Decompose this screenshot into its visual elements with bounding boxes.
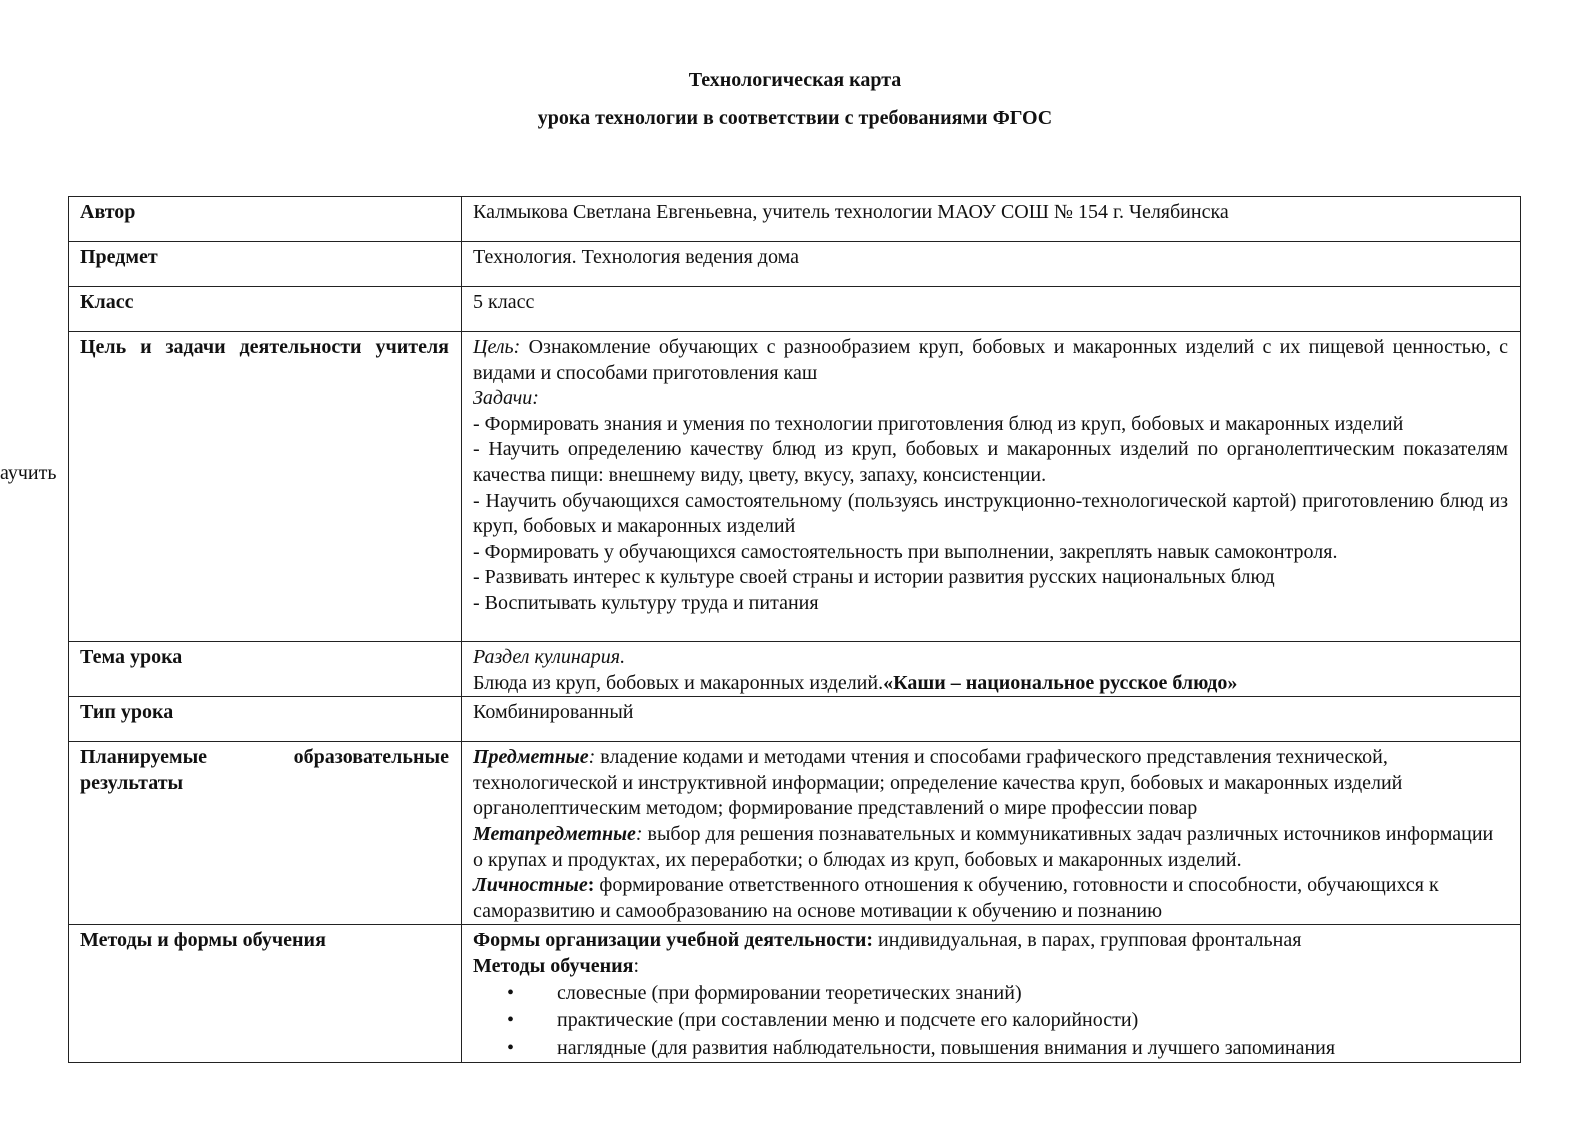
row-label: Класс — [69, 287, 462, 332]
forms-label: Формы организации учебной деятельности: — [473, 929, 874, 952]
row-value: Технология. Технология ведения дома — [462, 242, 1521, 287]
results-meta-label: Метапредметные — [473, 822, 636, 845]
table-row-goals — [69, 332, 1521, 642]
tasks-label: Задачи: — [473, 387, 539, 410]
results-meta: Метапредметные: выбор для решения познавательных и коммуникативных задач различных источников информации о крупах и продуктах, их переработки; о блюдах из круп, бобовых и макаронных изделий. — [473, 822, 1494, 871]
table-row-subject — [69, 242, 1521, 287]
results-personal-label: Личностные — [473, 874, 588, 897]
row-value: 5 класс — [462, 287, 1521, 332]
row-value — [462, 332, 1521, 642]
table-row-type — [69, 697, 1521, 742]
table-row-topic — [69, 642, 1521, 697]
task-item: - Научить обучающихся самостоятельному (пользуясь инструкционно-технологической картой) приготовлению блюд из круп, бобовых и макаронных изделий — [473, 489, 1508, 538]
task-item: - Научить определению качеству блюд из круп, бобовых и макаронных изделий по органолептическим показателям качества пищи: внешнему виду, цвету, вкусу, запаху, консистенции. — [473, 438, 1508, 486]
list-item: • словесные (при формировании теоретических знаний) — [473, 980, 1508, 1008]
task-item: - Развивать интерес к культуре своей страны и истории развития русских национальных блюд — [473, 566, 1275, 589]
row-label: Тема урока — [69, 642, 462, 697]
results-subject: Предметные: владение кодами и методами чтения и способами графического представления технической, технологической и инструктивной информации; определение качества круп, бобовых и макаронных изделий органолептическим методом; формирование представлений о мире профессии повар — [473, 746, 1403, 820]
row-label: Планируемые образовательные результаты — [69, 742, 462, 925]
document-title: Технологическая карта — [688, 69, 902, 91]
lesson-card-table — [68, 196, 1521, 1063]
bullet-icon: • — [507, 1009, 515, 1032]
table-row-results — [69, 742, 1521, 925]
row-label: Цель и задачи деятельности учителя — [69, 332, 462, 642]
topic-bold-title: «Каши – национальное русское блюдо» — [883, 671, 1238, 694]
row-value: Комбинированный — [462, 697, 1521, 742]
goal-paragraph — [473, 335, 1508, 386]
goal-label: Цель: — [473, 336, 521, 358]
methods-list — [473, 980, 1508, 1063]
row-value — [462, 925, 1521, 1063]
goal-text: Ознакомление обучающих с разнообразием круп, бобовых и макаронных изделий с их пищевой ценностью, с видами и способами приготовления каш — [473, 336, 1508, 384]
methods-heading: Методы обучения: — [473, 954, 640, 977]
row-value: Калмыкова Светлана Евгеньевна, учитель технологии МАОУ СОШ № 154 г. Челябинска — [462, 197, 1521, 242]
table-row-grade — [69, 287, 1521, 332]
row-label: Автор — [69, 197, 462, 242]
task-item: - Формировать у обучающихся самостоятельность при выполнении, закреплять навык самоконтроля. — [473, 540, 1338, 563]
bullet-icon: • — [507, 1036, 515, 1059]
topic-text: Блюда из круп, бобовых и макаронных изделий.«Каши – национальное русское блюдо» — [473, 671, 1238, 694]
task-item: - Воспитывать культуру труда и питания — [473, 591, 819, 614]
document-subtitle: урока технологии в соответствии с требованиями ФГОС — [537, 107, 1053, 129]
topic-section: Раздел кулинария. — [473, 646, 626, 668]
results-subject-label: Предметные — [473, 746, 589, 769]
margin-text-fragment: аучить — [0, 462, 57, 484]
list-item: • практические (при составлении меню и подсчете его калорийности) — [473, 1007, 1508, 1035]
table-row-methods — [69, 925, 1521, 1063]
row-value — [462, 642, 1521, 697]
list-item: • наглядные (для развития наблюдательности, повышения внимания и лучшего запоминания — [473, 1035, 1508, 1063]
row-value — [462, 742, 1521, 925]
results-personal: Личностные: формирование ответственного отношения к обучению, готовности и способности, обучающихся к саморазвитию и самообразованию на основе мотивации к обучению и познанию — [473, 874, 1439, 922]
bullet-icon: • — [507, 981, 515, 1004]
table-row-author — [69, 197, 1521, 242]
forms-paragraph: Формы организации учебной деятельности: индивидуальная, в парах, групповая фронтальная — [473, 929, 1302, 952]
row-label: Предмет — [69, 242, 462, 287]
task-item: - Формировать знания и умения по технологии приготовления блюд из круп, бобовых и макаронных изделий — [473, 412, 1404, 435]
row-label: Методы и формы обучения — [69, 925, 462, 1063]
row-label: Тип урока — [69, 697, 462, 742]
